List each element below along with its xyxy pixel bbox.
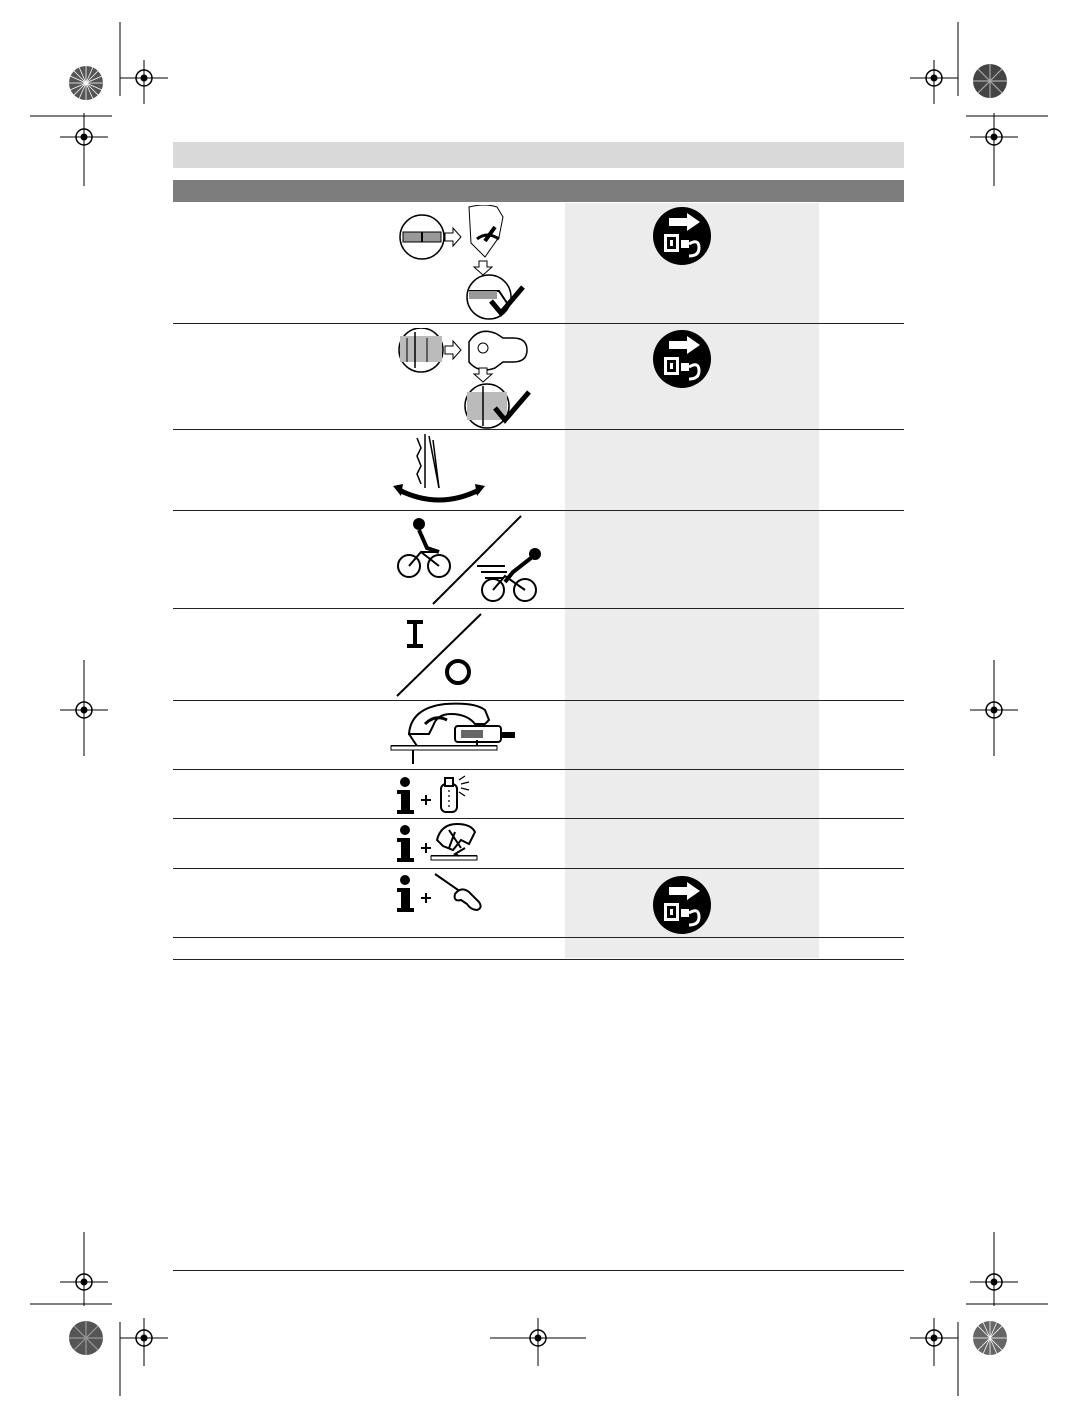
header-band-dark (173, 180, 904, 202)
row-divider (173, 937, 904, 938)
row-divider (173, 700, 904, 701)
row-divider (173, 769, 904, 770)
unplug-icon (653, 207, 711, 265)
blade-clamp-wrench-icon (385, 328, 555, 430)
info-guide-icon (385, 872, 555, 914)
speed-slow-fast-icon (385, 514, 555, 606)
table-bottom-rule (173, 959, 904, 960)
row-divider (173, 818, 904, 819)
info-spray-icon (385, 774, 555, 816)
row-divider (173, 868, 904, 869)
unplug-icon (653, 876, 711, 934)
shaded-column (565, 203, 819, 958)
blade-change-icon (385, 205, 555, 321)
row-divider (173, 323, 904, 324)
footer-rule (173, 1270, 904, 1271)
row-divider (173, 510, 904, 511)
jigsaw-tool-icon (385, 702, 555, 766)
pendulum-stroke-icon (385, 432, 555, 508)
row-divider (173, 608, 904, 609)
unplug-icon (653, 330, 711, 388)
header-band-light (173, 142, 904, 168)
info-bevel-cut-icon (385, 822, 555, 864)
on-off-switch-icon (385, 612, 555, 698)
